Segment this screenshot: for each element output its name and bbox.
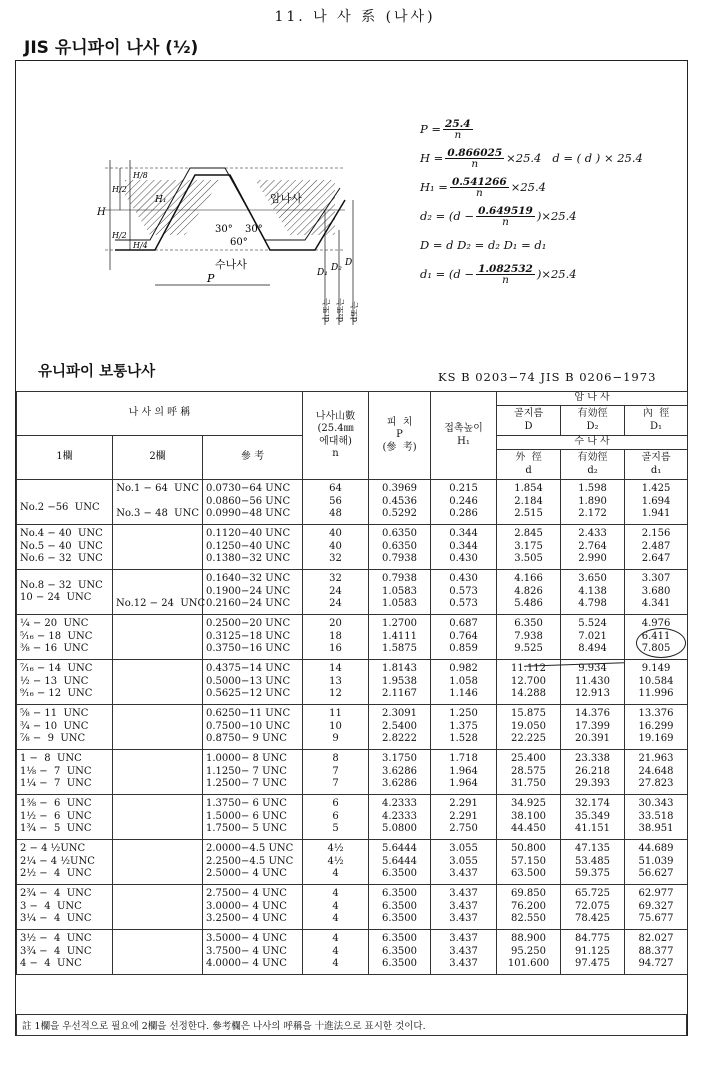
cell-pitch: 0.7938 1.0583 1.0583	[369, 570, 431, 615]
page-title: JIS 유니파이 나사 (½)	[24, 38, 199, 58]
cell-col2-size: No.1 − 64 UNC No.3 − 48 UNC	[113, 480, 203, 525]
diagram-label-h: H	[97, 207, 106, 218]
cell-minor-diameter: 4.976 6.411 7.805	[625, 615, 688, 660]
formula-d1: d₁ = (d − $\frac{1.082532}{n}$ )×25.4	[420, 262, 577, 286]
thread-profile-diagram	[95, 140, 365, 325]
cell-reference-size: 1.0000− 8 UNC 1.1250− 7 UNC 1.2500− 7 UNC	[203, 750, 303, 795]
cell-pitch: 1.2700 1.4111 1.5875	[369, 615, 431, 660]
cell-reference-size: 0.6250−11 UNC 0.7500−10 UNC 0.8750− 9 UNC	[203, 705, 303, 750]
formula-equalities: D = d D₂ = d₂ D₁ = d₁	[420, 237, 547, 252]
cell-col2-size	[113, 795, 203, 840]
cell-col1-size: ⁷⁄₁₆ − 14 UNC ½ − 13 UNC ⁹⁄₁₆ − 12 UNC	[17, 660, 113, 705]
table-row	[17, 480, 688, 525]
diagram-label-external: 수나사	[215, 258, 247, 271]
cell-minor-diameter: 1.425 1.694 1.941	[625, 480, 688, 525]
cell-minor-diameter: 30.343 33.518 38.951	[625, 795, 688, 840]
cell-reference-size: 1.3750− 6 UNC 1.5000− 6 UNC 1.7500− 5 UNC	[203, 795, 303, 840]
header-d2: 有効徑 d₂	[561, 450, 625, 480]
cell-pitch: 1.8143 1.9538 2.1167	[369, 660, 431, 705]
cell-pitch-diameter: 65.725 72.075 78.425	[561, 885, 625, 930]
cell-minor-diameter: 62.977 69.327 75.677	[625, 885, 688, 930]
cell-contact-height: 2.291 2.291 2.750	[431, 795, 497, 840]
cell-col1-size: 3½ − 4 UNC 3¾ − 4 UNC 4 − 4 UNC	[17, 930, 113, 975]
cell-thread-count: 20 18 16	[303, 615, 369, 660]
diagram-label-v1: d₁또는	[322, 298, 331, 322]
cell-col1-size: 2 − 4 ½UNC 2¼ − 4 ½UNC 2½ − 4 UNC	[17, 840, 113, 885]
cell-pitch-diameter: 47.135 53.485 59.375	[561, 840, 625, 885]
formula-d2: d₂ = (d − $\frac{0.649519}{n}$ )×25.4	[420, 204, 577, 228]
cell-contact-height: 0.687 0.764 0.859	[431, 615, 497, 660]
cell-col2-size	[113, 840, 203, 885]
cell-pitch-diameter: 84.775 91.125 97.475	[561, 930, 625, 975]
cell-major-diameter: 4.166 4.826 5.486	[497, 570, 561, 615]
cell-major-diameter: 6.350 7.938 9.525	[497, 615, 561, 660]
cell-contact-height: 0.982 1.058 1.146	[431, 660, 497, 705]
diagram-label-d2: D₂	[331, 263, 342, 273]
table-row	[17, 705, 688, 750]
formula-h1: H₁ = $\frac{0.541266}{n}$ ×25.4	[420, 175, 546, 199]
cell-reference-size: 0.1640−32 UNC 0.1900−24 UNC 0.2160−24 UNC	[203, 570, 303, 615]
diagram-label-d: D	[345, 258, 353, 268]
cell-pitch: 2.3091 2.5400 2.8222	[369, 705, 431, 750]
cell-pitch-diameter: 1.598 1.890 2.172	[561, 480, 625, 525]
header-d1: 골지름 d₁	[625, 450, 688, 480]
cell-minor-diameter: 82.027 88.377 94.727	[625, 930, 688, 975]
cell-major-diameter: 2.845 3.175 3.505	[497, 525, 561, 570]
cell-contact-height: 0.344 0.344 0.430	[431, 525, 497, 570]
cell-thread-count: 4 4 4	[303, 885, 369, 930]
cell-thread-count: 6 6 5	[303, 795, 369, 840]
cell-col1-size: 1⅜ − 6 UNC 1½ − 6 UNC 1¾ − 5 UNC	[17, 795, 113, 840]
footnote: 註 1欄을 우선적으로 필요에 2欄을 선정한다. 參考欄은 나사의 呼稱을 十進法으로 표시한 것이다.	[16, 1014, 687, 1036]
cell-contact-height: 0.215 0.246 0.286	[431, 480, 497, 525]
header-name: 나 사 의 呼 稱	[17, 392, 303, 436]
diagram-label-h4: H/4	[133, 241, 148, 250]
cell-col1-size: No.8 − 32 UNC 10 − 24 UNC	[17, 570, 113, 615]
cell-pitch-diameter: 23.338 26.218 29.393	[561, 750, 625, 795]
header-external-thread: 수 나 사	[497, 436, 688, 450]
header-col1: 1欄	[17, 436, 113, 480]
cell-thread-count: 11 10 9	[303, 705, 369, 750]
header-d: 外 徑 d	[497, 450, 561, 480]
diagram-label-h2b: H/2	[112, 231, 127, 240]
cell-pitch-diameter: 5.524 7.021 8.494	[561, 615, 625, 660]
handwritten-circle	[636, 628, 686, 658]
cell-pitch-diameter: 2.433 2.764 2.990	[561, 525, 625, 570]
cell-minor-diameter: 9.149 10.584 11.996	[625, 660, 688, 705]
header-contact-height: 접촉높이 H₁	[431, 392, 497, 480]
cell-reference-size: 2.0000−4.5 UNC 2.2500−4.5 UNC 2.5000− 4 UNC	[203, 840, 303, 885]
header-D1: 內 徑 D₁	[625, 406, 688, 436]
section-title: 유니파이 보통나사	[38, 364, 156, 380]
cell-thread-count: 14 13 12	[303, 660, 369, 705]
cell-thread-count: 4 4 4	[303, 930, 369, 975]
cell-pitch-diameter: 32.174 35.349 41.151	[561, 795, 625, 840]
cell-col1-size: ¼ − 20 UNC ⁵⁄₁₆ − 18 UNC ⅜ − 16 UNC	[17, 615, 113, 660]
diagram-label-h1: H₁	[155, 195, 167, 205]
cell-major-diameter: 69.850 76.200 82.550	[497, 885, 561, 930]
unified-thread-table	[16, 391, 688, 975]
cell-col2-size	[113, 750, 203, 795]
header-D: 골지름 D	[497, 406, 561, 436]
cell-reference-size: 2.7500− 4 UNC 3.0000− 4 UNC 3.2500− 4 UNC	[203, 885, 303, 930]
cell-pitch: 6.3500 6.3500 6.3500	[369, 930, 431, 975]
header-reference: 參 考	[203, 436, 303, 480]
cell-major-diameter: 1.854 2.184 2.515	[497, 480, 561, 525]
table-row	[17, 795, 688, 840]
cell-major-diameter: 25.400 28.575 31.750	[497, 750, 561, 795]
page-header: 11. 나 사 系 (나사)	[274, 9, 436, 25]
diagram-label-pitch: P	[207, 272, 215, 285]
header-D2: 有効徑 D₂	[561, 406, 625, 436]
cell-thread-count: 8 7 7	[303, 750, 369, 795]
cell-reference-size: 3.5000− 4 UNC 3.7500− 4 UNC 4.0000− 4 UNC	[203, 930, 303, 975]
cell-col2-size: No.12 − 24 UNC	[113, 570, 203, 615]
diagram-label-h2a: H/2	[112, 185, 127, 194]
table-row	[17, 525, 688, 570]
cell-col1-size: 1 − 8 UNC 1⅛ − 7 UNC 1¼ − 7 UNC	[17, 750, 113, 795]
cell-pitch-diameter: 3.650 4.138 4.798	[561, 570, 625, 615]
cell-contact-height: 3.437 3.437 3.437	[431, 885, 497, 930]
formula-block	[420, 115, 643, 289]
cell-minor-diameter: 13.376 16.299 19.169	[625, 705, 688, 750]
diagram-label-internal: 암나사	[270, 192, 302, 205]
cell-col2-size	[113, 525, 203, 570]
table-row	[17, 885, 688, 930]
cell-contact-height: 0.430 0.573 0.573	[431, 570, 497, 615]
cell-major-diameter: 50.800 57.150 63.500	[497, 840, 561, 885]
table-row	[17, 615, 688, 660]
diagram-label-h8: H/8	[133, 171, 148, 180]
cell-col1-size: 2¾ − 4 UNC 3 − 4 UNC 3¼ − 4 UNC	[17, 885, 113, 930]
cell-reference-size: 0.2500−20 UNC 0.3125−18 UNC 0.3750−16 UNC	[203, 615, 303, 660]
formula-pitch: P = $\frac{25.4}{n}$	[420, 117, 471, 141]
cell-thread-count: 64 56 48	[303, 480, 369, 525]
cell-pitch: 0.6350 0.6350 0.7938	[369, 525, 431, 570]
diagram-label-angle2: 30°	[245, 224, 263, 235]
cell-col2-size	[113, 660, 203, 705]
cell-contact-height: 3.437 3.437 3.437	[431, 930, 497, 975]
cell-reference-size: 0.0730−64 UNC 0.0860−56 UNC 0.0990−48 UNC	[203, 480, 303, 525]
diagram-label-angle3: 60°	[230, 237, 248, 248]
cell-major-diameter: 34.925 38.100 44.450	[497, 795, 561, 840]
table-row	[17, 750, 688, 795]
table-row	[17, 930, 688, 975]
cell-contact-height: 1.250 1.375 1.528	[431, 705, 497, 750]
header-internal-thread: 암 나 사	[497, 392, 688, 406]
cell-col2-size	[113, 705, 203, 750]
cell-major-diameter: 15.875 19.050 22.225	[497, 705, 561, 750]
diagram-label-angle1: 30°	[215, 224, 233, 235]
cell-major-diameter: 88.900 95.250 101.600	[497, 930, 561, 975]
diagram-label-v2: d₂또는	[336, 298, 345, 322]
cell-pitch: 4.2333 4.2333 5.0800	[369, 795, 431, 840]
cell-col1-size: No.2 −56 UNC	[17, 480, 113, 525]
cell-minor-diameter: 2.156 2.487 2.647	[625, 525, 688, 570]
table-row	[17, 660, 688, 705]
cell-col1-size: ⅝ − 11 UNC ¾ − 10 UNC ⅞ − 9 UNC	[17, 705, 113, 750]
header-threads: 나사山數 (25.4㎜ 에대해) n	[303, 392, 369, 480]
cell-col2-size	[113, 930, 203, 975]
cell-pitch: 5.6444 5.6444 6.3500	[369, 840, 431, 885]
table-row	[17, 840, 688, 885]
cell-thread-count: 32 24 24	[303, 570, 369, 615]
standard-reference: KS B 0203−74 JIS B 0206−1973	[438, 370, 657, 384]
cell-pitch-diameter: 9.934 11.430 12.913	[561, 660, 625, 705]
cell-thread-count: 4½ 4½ 4	[303, 840, 369, 885]
cell-pitch: 0.3969 0.4536 0.5292	[369, 480, 431, 525]
cell-col2-size	[113, 615, 203, 660]
cell-thread-count: 40 40 32	[303, 525, 369, 570]
cell-contact-height: 1.718 1.964 1.964	[431, 750, 497, 795]
diagram-label-v3: d또는	[350, 301, 359, 322]
cell-pitch: 3.1750 3.6286 3.6286	[369, 750, 431, 795]
cell-major-diameter: 11.112 12.700 14.288	[497, 660, 561, 705]
cell-reference-size: 0.1120−40 UNC 0.1250−40 UNC 0.1380−32 UNC	[203, 525, 303, 570]
cell-minor-diameter: 3.307 3.680 4.341	[625, 570, 688, 615]
diagram-label-d1: D₁	[317, 268, 328, 278]
cell-col2-size	[113, 885, 203, 930]
cell-reference-size: 0.4375−14 UNC 0.5000−13 UNC 0.5625−12 UNC	[203, 660, 303, 705]
header-pitch: 피 치 P (參 考)	[369, 392, 431, 480]
cell-pitch: 6.3500 6.3500 6.3500	[369, 885, 431, 930]
cell-minor-diameter: 21.963 24.648 27.823	[625, 750, 688, 795]
cell-contact-height: 3.055 3.055 3.437	[431, 840, 497, 885]
header-col2: 2欄	[113, 436, 203, 480]
table-row	[17, 570, 688, 615]
cell-minor-diameter: 44.689 51.039 56.627	[625, 840, 688, 885]
cell-pitch-diameter: 14.376 17.399 20.391	[561, 705, 625, 750]
formula-h: H = $\frac{0.866025}{n}$ ×25.4 d = ( d ) × 25.4	[420, 146, 643, 170]
cell-col1-size: No.4 − 40 UNC No.5 − 40 UNC No.6 − 32 UNC	[17, 525, 113, 570]
